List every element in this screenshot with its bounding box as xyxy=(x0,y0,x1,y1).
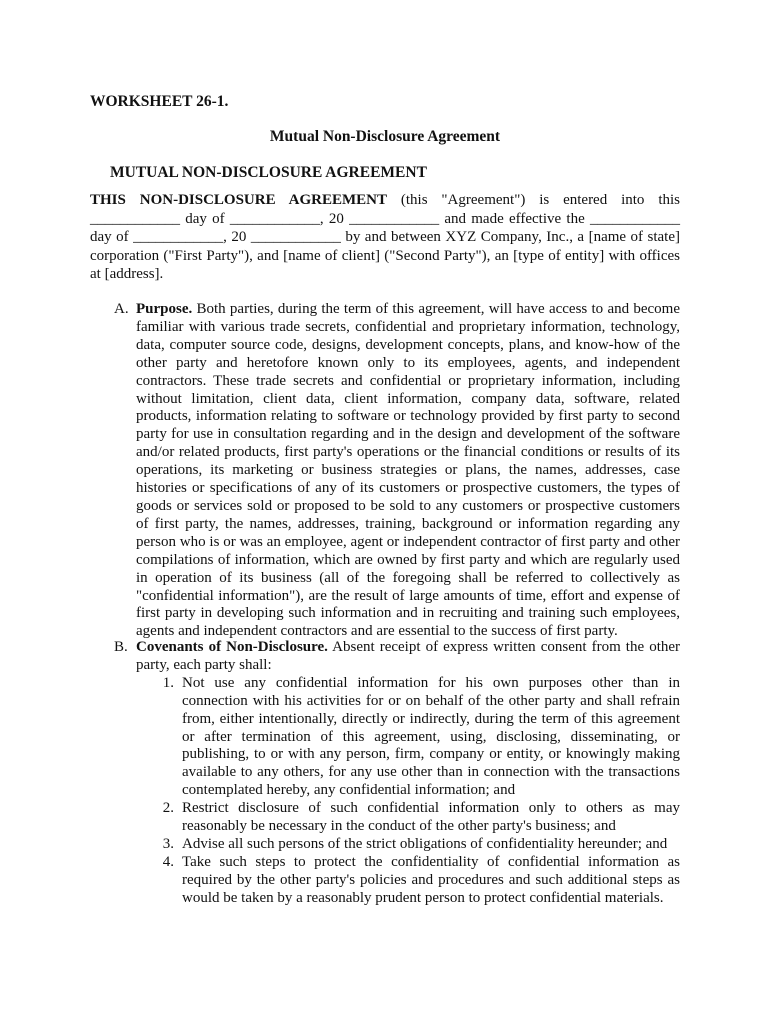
section-letter: A. xyxy=(114,301,129,317)
list-item-number: 1. xyxy=(162,674,174,691)
section-letter: B. xyxy=(114,639,128,655)
agreement-title: MUTUAL NON-DISCLOSURE AGREEMENT xyxy=(110,164,427,181)
intro-lead: THIS NON-DISCLOSURE AGREEMENT xyxy=(90,192,387,208)
list-item-text: Take such steps to protect the confidentiality of confidential information as required by the other party's policies and procedures and such additional steps as would be taken by a reasonably prudent person to protect confidential materials. xyxy=(182,853,680,906)
intro-text: (this "Agreement") is entered into this ____________ day of ____________, 20 ____________ and made effective the ____________ day of ____________, 20 ____________ by and between XYZ Company, Inc., a [name of state] corporation ("First Party"), and [name of client] ("Second Party"), an [type of entity] with offices at [address]. xyxy=(90,192,680,283)
intro-paragraph xyxy=(90,191,680,284)
list-item xyxy=(136,800,680,836)
covenant-list xyxy=(136,675,680,908)
list-item-number: 4. xyxy=(162,853,174,870)
section-text: Absent receipt of express written consent from the other party, each party shall: xyxy=(136,639,681,673)
list-item-number: 2. xyxy=(162,800,174,817)
worksheet-heading: WORKSHEET 26-1. xyxy=(90,93,229,110)
list-item-number: 3. xyxy=(162,835,174,852)
list-item-text: Not use any confidential information for his own purposes other than in connection with his activities for or on behalf of the other party and shall refrain from, either intentionally, directly or indirectly, during the term of this agreement or after termination of this agreement, using, disclosing, disseminating, or publishing, to or with any person, firm, company or entity, or knowingly making available to any others, for any use other than in connection with the transactions contemplated hereby, any confidential information; and xyxy=(182,674,680,799)
list-item xyxy=(136,675,680,800)
list-item-text: Advise all such persons of the strict obligations of confidentiality hereunder; and xyxy=(182,835,668,852)
section-covenants xyxy=(90,639,680,908)
list-item xyxy=(136,854,680,908)
section-heading: Covenants of Non-Disclosure. xyxy=(136,639,328,655)
list-item xyxy=(136,836,680,854)
section-heading: Purpose. xyxy=(136,301,193,317)
section-text: Both parties, during the term of this agreement, will have access to and become familiar with various trade secrets, confidential and proprietary information, technology, data, computer source code, designs, development concepts, plans, and know-how of the other party and heretofore known only to its employees, agents, and independent contractors. These trade secrets and confidential or proprietary information, including without limitation, client data, client information, company data, software, related products, information relating to software or technology provided by first party to second party for use in consultation regarding and in the design and development of the software and/or related products, first party's operations or the financial conditions or results of its operations, its marketing or business strategies or plans, the names, addresses, case histories or specifications of any of its customers or prospective customers, the types of goods or services sold or proposed to be sold to any customers or prospective customers of first party, the names, addresses, training, background or information regarding any person who is or was an employee, agent or independent contractor of first party and other compilations of information, which are owned by first party and which are regularly used in operation of its business (all of the foregoing shall be referred to collectively as "confidential information"), are the result of large amounts of time, effort and expense of first party in developing such information and in recruiting and training such employees, agents and independent contractors and are essential to the success of first party. xyxy=(136,301,680,640)
list-item-text: Restrict disclosure of such confidential information only to others as may reasonably be necessary in the conduct of the other party's business; and xyxy=(182,800,680,835)
section-purpose xyxy=(90,301,680,641)
document-title: Mutual Non-Disclosure Agreement xyxy=(269,128,501,145)
